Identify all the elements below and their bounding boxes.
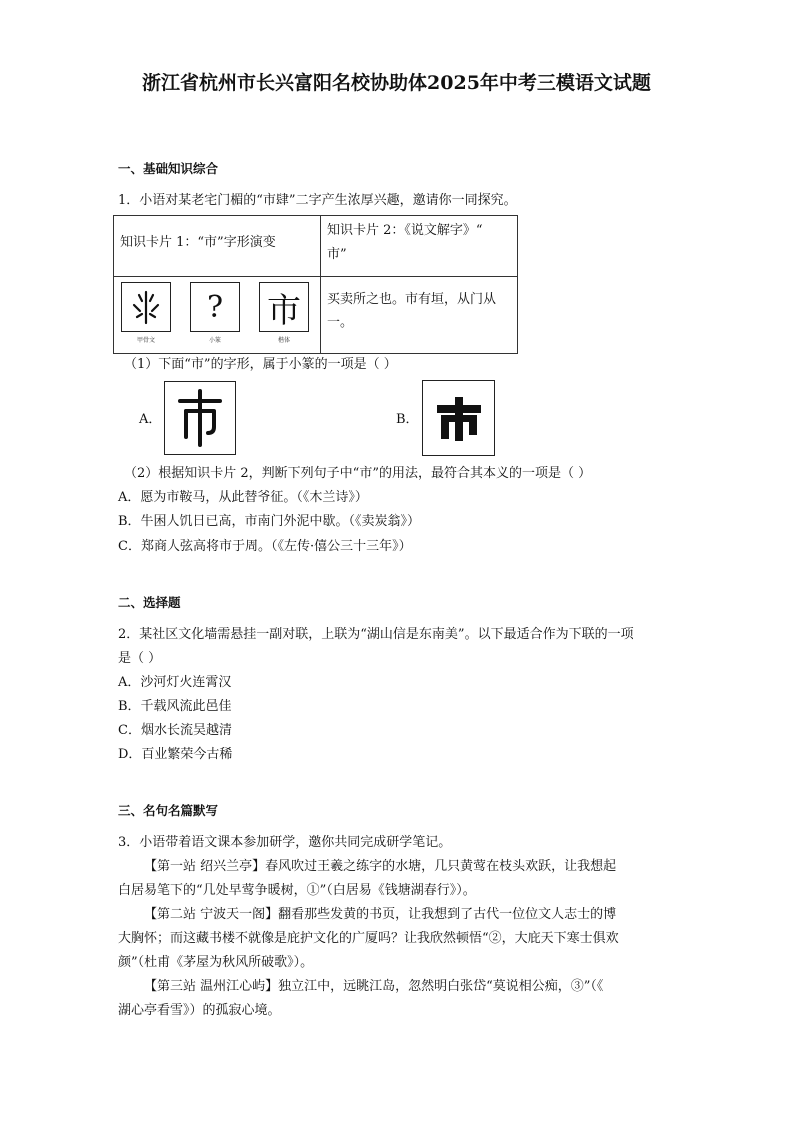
table-divider-vertical: [320, 216, 321, 353]
q2-option-a: A．沙河灯火连霄汉: [118, 675, 232, 690]
option-a-glyph-box: [164, 381, 236, 455]
regular-script-glyph: 市: [259, 282, 309, 332]
q3-para1-line2: 白居易笔下的“几处早莺争暖树，①”（白居易《钱塘湖春行》）。: [118, 883, 476, 898]
question-3-stem: 3．小语带着语文课本参加研学，邀你共同完成研学笔记。: [118, 835, 452, 850]
section-heading-1: 一、基础知识综合: [118, 161, 219, 176]
question-1-stem: 1．小语对某老宅门楣的“市肆”二字产生浓厚兴趣，邀请你一同探究。: [118, 193, 517, 208]
card2-title-line2: 市”: [327, 247, 347, 262]
card2-title-line1: 知识卡片 2：《说文解字》“: [327, 223, 483, 238]
q3-para2-line3: 颜”（杜甫《茅屋为秋风所破歌》）。: [118, 955, 314, 970]
sub2-option-a: A．愿为市鞍马，从此替爷征。（《木兰诗》）: [118, 490, 368, 505]
oracle-bone-shi-icon: [126, 287, 166, 327]
page-title: 浙江省杭州市长兴富阳名校协助体2025年中考三模语文试题: [142, 72, 651, 94]
q3-para1-line1: 【第一站 绍兴兰亭】春风吹过王羲之练字的水塘，几只黄莺在枝头欢跃，让我想起: [144, 859, 617, 874]
card2-body-line2: 一。: [327, 315, 354, 330]
q3-para3-line1: 【第三站 温州江心屿】独立江中，远眺江岛，忽然明白张岱“莫说相公痴，③”（《: [144, 979, 604, 994]
q2-option-c: C．烟水长流吴越清: [118, 723, 232, 738]
section-heading-2: 二、选择题: [118, 595, 181, 610]
q3-para2-line2: 大胸怀；而这藏书楼不就像是庇护文化的广厦吗？让我欣然顿悟“②，大庇天下寒士俱欢: [118, 931, 619, 946]
seal-script-glyph-unknown: ?: [190, 282, 240, 332]
card1-title: 知识卡片 1：“市”字形演变: [120, 235, 276, 250]
q2-option-b: B．千载风流此邑佳: [118, 699, 232, 714]
seal-script-shi-icon: [172, 387, 228, 449]
q3-para3-line2: 湖心亭看雪》）的孤寂心境。: [118, 1003, 281, 1018]
card2-body-line1: 买卖所之也。市有垣，从门从: [327, 292, 497, 307]
glyph-caption-seal: 小篆: [208, 337, 221, 344]
option-a-label: A．: [139, 412, 162, 427]
question-1-sub2: （2）根据知识卡片 2，判断下列句子中“市”的用法，最符合其本义的一项是（ ）: [124, 466, 592, 481]
option-b-glyph-box: [422, 380, 495, 456]
option-b-label: B．: [396, 412, 419, 427]
question-2-stem-line2: 是（ ）: [118, 651, 162, 666]
sub2-option-c: C．郑商人弦高将市于周。（《左传·僖公三十三年》）: [118, 539, 412, 554]
question-2-stem-line1: 2．某社区文化墙需悬挂一副对联，上联为“湖山信是东南美”。以下最适合作为下联的一项: [118, 627, 634, 642]
knowledge-card-table: [113, 215, 518, 354]
oracle-bone-glyph: [121, 282, 171, 332]
glyph-caption-oracle: 甲骨文: [136, 337, 155, 344]
table-divider-horizontal: [114, 276, 517, 277]
section-heading-3: 三、名句名篇默写: [118, 803, 219, 818]
q2-option-d: D．百业繁荣今古稀: [118, 747, 233, 762]
question-1-sub1: （1）下面“市”的字形，属于小篆的一项是（ ）: [124, 357, 397, 372]
glyph-caption-regular: 楷体: [277, 337, 290, 344]
q3-para2-line1: 【第二站 宁波天一阁】翻看那些发黄的书页，让我想到了古代一位位文人志士的博: [144, 907, 617, 922]
bold-shi-icon: [431, 393, 487, 443]
sub2-option-b: B．牛困人饥日已高，市南门外泥中歇。（《卖炭翁》）: [118, 514, 421, 529]
